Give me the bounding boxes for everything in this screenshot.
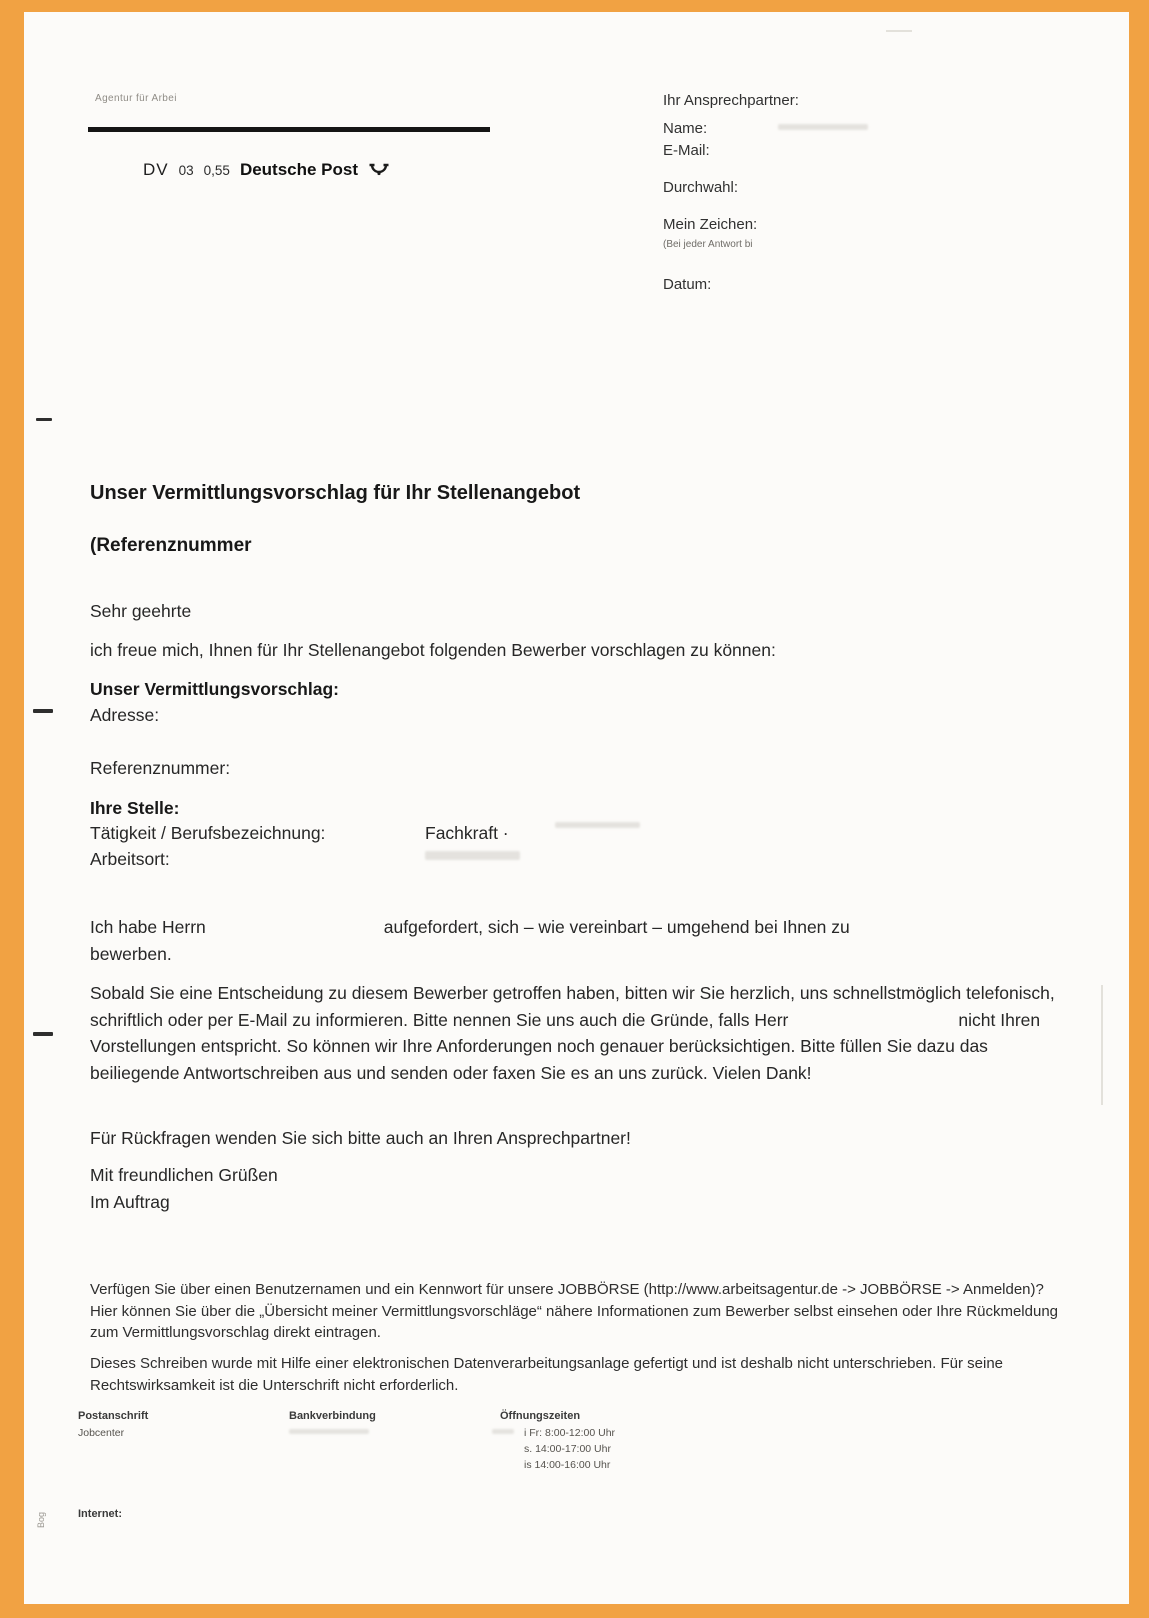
- intro-line: ich freue mich, Ihnen für Ihr Stellenangebot folgenden Bewerber vorschlagen zu können:: [90, 640, 776, 660]
- redaction-gap-2: [788, 1025, 958, 1026]
- fold-mark-1: [36, 418, 52, 421]
- sender-line: Agentur für Arbei: [95, 93, 177, 104]
- fold-mark-2: [33, 709, 53, 713]
- redaction-smudge-bank: [289, 1429, 369, 1434]
- hours-line-3: is 14:00-16:00 Uhr: [524, 1459, 611, 1471]
- fold-mark-3: [33, 1032, 53, 1036]
- internet-label: Internet:: [78, 1508, 122, 1520]
- hours-line-2: s. 14:00-17:00 Uhr: [524, 1443, 611, 1455]
- jobboerse-note: Verfügen Sie über einen Benutzernamen und ein Kennwort für unsere JOBBÖRSE (http://www.arbeitsagentur.de -> JOBBÖRSE -> Anmelden)? Hier können Sie über die „Übersicht meiner Vermittlungsvorschläge“ nähere Informationen zum Bewerber selbst einsehen oder Ihre Rückmeldung zum Vermittlungsvorschlag direkt eintragen.: [90, 1281, 1058, 1341]
- decision-paragraph: [90, 980, 1075, 1086]
- reference-line: (Referenznummer: [90, 535, 252, 556]
- questions-line: Für Rückfragen wenden Sie sich bitte auch an Ihren Ansprechpartner!: [90, 1128, 631, 1148]
- contact-durchwahl-label: Durchwahl:: [663, 179, 739, 196]
- closing-line: Mit freundlichen Grüßen: [90, 1165, 278, 1185]
- signature-note: Dieses Schreiben wurde mit Hilfe einer elektronischen Datenverarbeitungsanlage gefertigt und ist deshalb nicht unterschrieben. Für seine Rechtswirksamkeit ist die Unterschrift nicht erforderlich.: [90, 1355, 1004, 1394]
- contact-zeichen-label: Mein Zeichen:: [663, 216, 758, 233]
- redaction-smudge-name: [778, 124, 868, 130]
- hours-heading: Öffnungszeiten: [500, 1410, 581, 1422]
- redaction-smudge-hours: [492, 1429, 514, 1434]
- contact-email-label: E-Mail:: [663, 142, 710, 159]
- referenznummer-label: Referenznummer:: [90, 758, 231, 778]
- redaction-smudge-arbeitsort: [425, 851, 520, 860]
- hours-line-1: i Fr: 8:00-12:00 Uhr: [524, 1427, 616, 1439]
- franking-value: 0,55: [203, 163, 230, 178]
- contact-zeichen-note: (Bei jeder Antwort bi: [663, 239, 753, 250]
- decision-part1: Sobald Sie eine Entscheidung zu diesem Bewerber getroffen haben, bitten wir Sie herzlich, uns schnellstmöglich telefonisch, schriftlich oder per E-Mail zu informieren. Bitte nennen Sie uns auch die Gründe, falls Herr: [90, 983, 1055, 1030]
- taetigkeit-label: Tätigkeit / Berufsbezeichnung:: [90, 823, 326, 843]
- im-auftrag-line: Im Auftrag: [90, 1192, 170, 1212]
- letterhead-rule: [88, 127, 490, 132]
- redaction-gap-1: [206, 932, 384, 933]
- scan-artifact-top: [886, 30, 912, 32]
- edge-text: Bog: [36, 1511, 46, 1528]
- franking-mark: [143, 155, 390, 180]
- deutsche-post-label: Deutsche Post: [239, 160, 359, 179]
- letter-title: Unser Vermittlungsvorschlag für Ihr Stellenangebot: [90, 482, 581, 504]
- scan-artifact-right: [1101, 985, 1103, 1105]
- request-paragraph: [90, 914, 1050, 967]
- postanschrift-line: Jobcenter: [78, 1427, 125, 1439]
- postanschrift-heading: Postanschrift: [78, 1410, 149, 1422]
- arbeitsort-label: Arbeitsort:: [90, 849, 170, 869]
- proposal-heading: Unser Vermittlungsvorschlag:: [90, 679, 339, 699]
- request-intro: Ich habe Herrn: [90, 917, 206, 937]
- contact-heading: Ihr Ansprechpartner:: [663, 92, 799, 109]
- contact-name-label: Name:: [663, 120, 708, 137]
- request-cont: aufgefordert, sich – wie vereinbart – umgehend bei Ihnen zu: [383, 917, 850, 937]
- request-line2: bewerben.: [90, 943, 172, 964]
- contact-datum-label: Datum:: [663, 276, 712, 293]
- salutation: Sehr geehrte: [90, 601, 192, 621]
- posthorn-icon: [368, 158, 390, 183]
- stelle-heading: Ihre Stelle:: [90, 798, 180, 818]
- decision-part2: nicht Ihren Vorstellungen entspricht. So können wir Ihre Anforderungen noch genauer berücksichtigen. Bitte füllen Sie dazu das beiliegende Antwortschreiben aus und senden oder faxen Sie es an uns zurück. Vielen Dank!: [90, 1009, 1041, 1083]
- bank-heading: Bankverbindung: [289, 1410, 376, 1422]
- adresse-label: Adresse:: [90, 705, 160, 725]
- franking-number: 03: [178, 163, 194, 178]
- franking-dv: DV: [143, 160, 169, 179]
- taetigkeit-value: Fachkraft ·: [425, 823, 509, 843]
- redaction-smudge-taetigkeit: [555, 822, 640, 828]
